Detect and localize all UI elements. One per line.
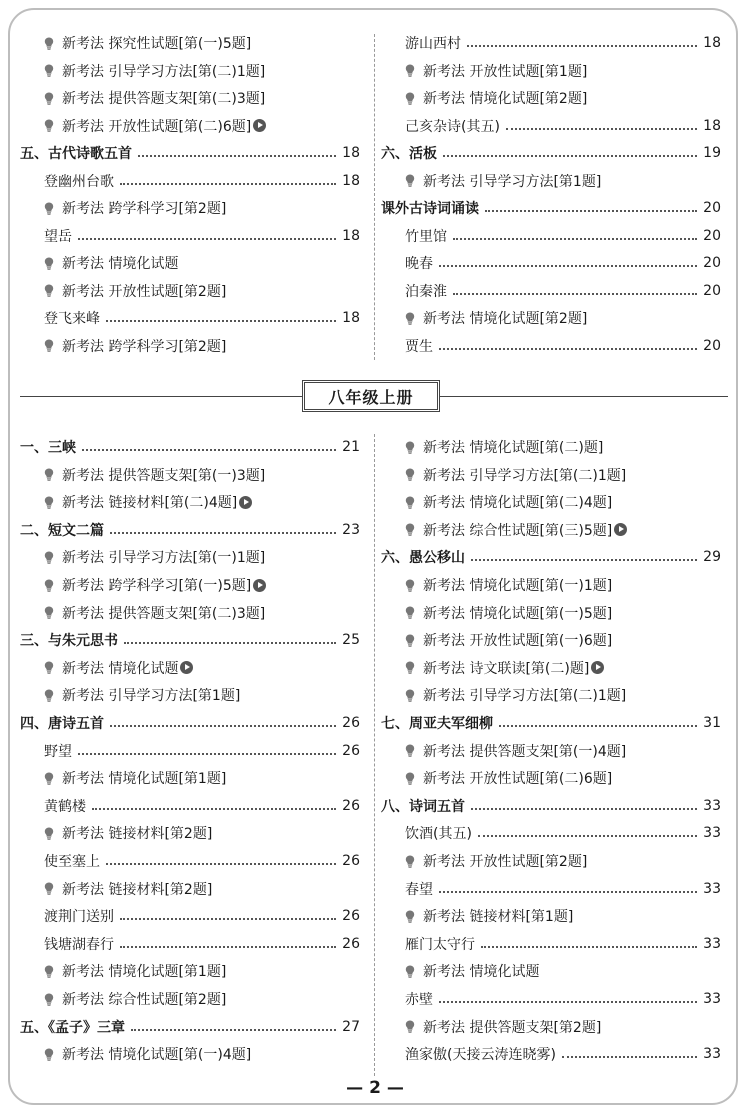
toc-entry-text: 新考法 提供答题支架[第(一)4题] xyxy=(423,743,627,760)
toc-entry-text: 黄鹤楼 xyxy=(44,798,86,815)
toc-item xyxy=(405,225,721,247)
toc-subitem xyxy=(405,519,721,541)
toc-entry-text: 新考法 跨学科学习[第(一)5题] xyxy=(62,578,252,594)
toc-subitem xyxy=(44,335,360,357)
toc-subitem xyxy=(44,822,360,844)
toc-page-number: 33 xyxy=(703,825,721,842)
dot-leader xyxy=(439,891,697,893)
toc-subitem xyxy=(405,767,721,789)
toc-entry-text: 新考法 提供答题支架[第(二)3题] xyxy=(62,605,266,622)
dot-leader xyxy=(453,238,697,240)
toc-page-number: 18 xyxy=(703,35,721,51)
toc-page-number: 26 xyxy=(342,908,360,925)
lightbulb-icon xyxy=(44,37,54,50)
toc-subitem xyxy=(405,657,721,679)
dot-leader xyxy=(106,863,336,865)
lightbulb-icon xyxy=(405,468,415,481)
lightbulb-icon xyxy=(44,119,54,132)
toc-entry-text: 望岳 xyxy=(44,228,72,245)
lightbulb-icon xyxy=(44,661,54,674)
toc-entry-text: 新考法 情境化试题[第2题] xyxy=(423,311,588,327)
toc-entry-text: 新考法 跨学科学习[第2题] xyxy=(62,338,227,355)
toc-entry-text: 新考法 情境化试题[第(二)题] xyxy=(423,440,604,456)
toc-entry-text: 新考法 引导学习方法[第(二)1题] xyxy=(423,688,627,705)
toc-section xyxy=(20,519,360,541)
toc-item xyxy=(405,988,721,1010)
toc-page-number: 21 xyxy=(342,439,360,455)
toc-entry-text: 三、与朱元思书 xyxy=(20,633,118,650)
dot-leader xyxy=(120,918,336,920)
toc-subitem xyxy=(44,960,360,982)
toc-subitem xyxy=(405,491,721,513)
dot-leader xyxy=(467,45,697,47)
toc-page-number: 18 xyxy=(342,145,360,161)
toc-entry-text: 登飞来峰 xyxy=(44,311,100,327)
toc-subitem xyxy=(405,602,721,624)
toc-item xyxy=(405,335,721,357)
toc-item xyxy=(44,307,360,329)
toc-subitem xyxy=(405,464,721,486)
toc-subitem xyxy=(405,629,721,651)
toc-entry-text: 新考法 开放性试题[第2题] xyxy=(62,283,227,300)
toc-subitem xyxy=(405,574,721,596)
toc-entry-text: 二、短文二篇 xyxy=(20,522,104,539)
toc-entry-text: 赤壁 xyxy=(405,992,433,1008)
toc-entry-text: 新考法 引导学习方法[第(二)1题] xyxy=(62,63,266,80)
lightbulb-icon xyxy=(405,441,415,454)
dot-leader xyxy=(124,642,336,644)
lightbulb-icon xyxy=(44,689,54,702)
toc-entry-text: 八、诗词五首 xyxy=(381,798,465,815)
toc-entry-text: 新考法 情境化试题[第(一)1题] xyxy=(423,578,613,594)
toc-page-number: 18 xyxy=(703,117,721,134)
dot-leader xyxy=(120,183,336,185)
toc-entry-text: 新考法 引导学习方法[第(一)1题] xyxy=(62,550,266,567)
toc-subitem xyxy=(405,60,721,82)
dot-leader xyxy=(92,808,336,810)
column-divider-top xyxy=(374,34,375,360)
dot-leader xyxy=(499,725,697,727)
toc-subitem xyxy=(44,546,360,568)
toc-subitem xyxy=(44,197,360,219)
toc-entry-text: 四、唐诗五首 xyxy=(20,716,104,732)
toc-page-number: 29 xyxy=(703,549,721,566)
play-video-icon[interactable] xyxy=(253,579,266,592)
toc-page-number: 20 xyxy=(703,227,721,244)
toc-item xyxy=(44,225,360,247)
lightbulb-icon xyxy=(44,1048,54,1061)
lightbulb-icon xyxy=(405,965,415,978)
grade-banner xyxy=(302,380,440,412)
lightbulb-icon xyxy=(405,312,415,325)
toc-page-number: 20 xyxy=(703,282,721,299)
toc-entry-text: 新考法 提供答题支架[第2题] xyxy=(423,1019,602,1036)
dot-leader xyxy=(478,835,697,837)
toc-subitem xyxy=(405,1016,721,1038)
lightbulb-icon xyxy=(44,257,54,270)
toc-subitem xyxy=(44,988,360,1010)
toc-entry-text: 登幽州台歌 xyxy=(44,173,114,190)
dot-leader xyxy=(78,238,336,240)
dot-leader xyxy=(485,210,697,212)
dot-leader xyxy=(82,449,336,451)
toc-entry-text: 一、三峡 xyxy=(20,440,76,456)
toc-subitem xyxy=(44,574,360,596)
dot-leader xyxy=(443,155,697,157)
toc-section xyxy=(20,142,360,164)
toc-item xyxy=(405,115,721,137)
toc-section xyxy=(20,629,360,651)
dot-leader xyxy=(481,946,697,948)
toc-entry-text: 新考法 引导学习方法[第(二)1题] xyxy=(423,467,627,484)
toc-page-number: 23 xyxy=(342,521,360,538)
toc-entry-text: 晚春 xyxy=(405,256,433,272)
toc-entry-text: 雁门太守行 xyxy=(405,936,475,953)
toc-section xyxy=(20,436,360,458)
toc-entry-text: 课外古诗词诵读 xyxy=(381,201,479,217)
toc-page-number: 19 xyxy=(703,145,721,161)
toc-section xyxy=(381,142,721,164)
toc-subitem xyxy=(405,87,721,109)
lightbulb-icon xyxy=(44,551,54,564)
lightbulb-icon xyxy=(405,523,415,536)
toc-page-number: 25 xyxy=(342,632,360,649)
lightbulb-icon xyxy=(405,910,415,923)
play-video-icon[interactable] xyxy=(180,661,193,674)
lightbulb-icon xyxy=(405,1020,415,1033)
toc-item xyxy=(405,822,721,844)
toc-entry-text: 渡荆门送别 xyxy=(44,909,114,926)
play-video-icon[interactable] xyxy=(239,496,252,509)
toc-entry-text: 新考法 情境化试题[第(一)4题] xyxy=(62,1047,252,1064)
toc-entry-text: 新考法 情境化试题[第(二)4题] xyxy=(423,495,613,512)
toc-entry-text: 新考法 情境化试题 xyxy=(423,964,540,981)
toc-entry-text: 新考法 情境化试题 xyxy=(62,256,179,272)
toc-item xyxy=(405,878,721,900)
play-video-icon[interactable] xyxy=(614,523,627,536)
dot-leader xyxy=(131,1029,336,1031)
toc-entry-text: 新考法 提供答题支架[第(一)3题] xyxy=(62,467,266,484)
toc-entry-text: 新考法 开放性试题[第(二)6题] xyxy=(423,771,613,788)
toc-item xyxy=(44,905,360,927)
toc-page-number: 33 xyxy=(703,935,721,952)
toc-subitem xyxy=(44,767,360,789)
lightbulb-icon xyxy=(44,468,54,481)
toc-entry-text: 贾生 xyxy=(405,338,433,355)
lightbulb-icon xyxy=(44,965,54,978)
lightbulb-icon xyxy=(405,634,415,647)
toc-subitem xyxy=(44,87,360,109)
toc-page-number: 20 xyxy=(703,255,721,271)
toc-entry-text: 七、周亚夫军细柳 xyxy=(381,716,493,732)
toc-entry-text: 渔家傲(天接云涛连晓雾) xyxy=(405,1047,556,1064)
toc-entry-text: 新考法 情境化试题[第1题] xyxy=(62,771,227,788)
toc-entry-text: 钱塘湖春行 xyxy=(44,936,114,953)
lightbulb-icon xyxy=(405,661,415,674)
toc-subitem xyxy=(405,436,721,458)
toc-page-number: 20 xyxy=(703,337,721,354)
lightbulb-icon xyxy=(405,64,415,77)
dot-leader xyxy=(439,265,697,267)
lightbulb-icon xyxy=(405,579,415,592)
toc-entry-text: 新考法 综合性试题[第2题] xyxy=(62,992,227,1008)
toc-section xyxy=(20,712,360,734)
toc-section xyxy=(381,712,721,734)
toc-entry-text: 饮酒(其五) xyxy=(405,826,472,843)
lightbulb-icon xyxy=(44,579,54,592)
dot-leader xyxy=(78,753,336,755)
toc-subitem xyxy=(405,850,721,872)
toc-section xyxy=(381,546,721,568)
lightbulb-icon xyxy=(44,827,54,840)
toc-page-number: 18 xyxy=(342,310,360,326)
toc-entry-text: 竹里馆 xyxy=(405,228,447,245)
toc-page-number: 26 xyxy=(342,742,360,759)
toc-entry-text: 新考法 诗文联读[第(二)题] xyxy=(423,660,590,677)
toc-entry-text: 新考法 综合性试题[第(三)5题] xyxy=(423,522,613,539)
lightbulb-icon xyxy=(44,772,54,785)
lightbulb-icon xyxy=(44,284,54,297)
toc-entry-text: 六、愚公移山 xyxy=(381,550,465,567)
lightbulb-icon xyxy=(405,606,415,619)
lightbulb-icon xyxy=(44,606,54,619)
dot-leader xyxy=(120,946,336,948)
dot-leader xyxy=(471,559,697,561)
toc-entry-text: 新考法 开放性试题[第(二)6题] xyxy=(62,118,252,135)
toc-entry-text: 新考法 开放性试题[第2题] xyxy=(423,854,588,870)
toc-page-number: 18 xyxy=(342,227,360,244)
lightbulb-icon xyxy=(44,993,54,1006)
dot-leader xyxy=(439,348,697,350)
play-video-icon[interactable] xyxy=(253,119,266,132)
dot-leader xyxy=(138,155,336,157)
toc-subitem xyxy=(44,684,360,706)
toc-subitem xyxy=(405,170,721,192)
dot-leader xyxy=(106,320,336,322)
dot-leader xyxy=(110,725,336,727)
lightbulb-icon xyxy=(44,882,54,895)
toc-page-number: 31 xyxy=(703,715,721,731)
lightbulb-icon xyxy=(405,855,415,868)
toc-entry-text: 六、活板 xyxy=(381,146,437,162)
toc-entry-text: 泊秦淮 xyxy=(405,283,447,300)
toc-subitem xyxy=(44,60,360,82)
lightbulb-icon xyxy=(44,339,54,352)
toc-section xyxy=(381,795,721,817)
toc-entry-text: 新考法 跨学科学习[第2题] xyxy=(62,201,227,217)
toc-subitem xyxy=(405,684,721,706)
lightbulb-icon xyxy=(44,202,54,215)
toc-entry-text: 游山西村 xyxy=(405,36,461,52)
toc-item xyxy=(44,170,360,192)
toc-entry-text: 新考法 引导学习方法[第1题] xyxy=(423,173,602,190)
lightbulb-icon xyxy=(405,744,415,757)
toc-page-number: 26 xyxy=(342,853,360,869)
banner-rule-left xyxy=(20,396,302,397)
page-number: — 2 — xyxy=(346,1078,404,1098)
lightbulb-icon xyxy=(44,64,54,77)
toc-subitem xyxy=(405,740,721,762)
toc-subitem xyxy=(44,602,360,624)
toc-subitem xyxy=(405,307,721,329)
toc-page-number: 26 xyxy=(342,797,360,814)
toc-subitem xyxy=(44,464,360,486)
toc-entry-text: 春望 xyxy=(405,881,433,898)
toc-entry-text: 五、古代诗歌五首 xyxy=(20,146,132,162)
toc-entry-text: 新考法 引导学习方法[第1题] xyxy=(62,688,241,705)
lightbulb-icon xyxy=(44,496,54,509)
toc-item xyxy=(405,933,721,955)
toc-entry-text: 新考法 提供答题支架[第(二)3题] xyxy=(62,91,266,107)
toc-subitem xyxy=(44,491,360,513)
toc-page-number: 26 xyxy=(342,935,360,952)
toc-subitem xyxy=(44,115,360,137)
toc-subitem xyxy=(405,905,721,927)
toc-page-number: 27 xyxy=(342,1018,360,1035)
toc-entry-text: 新考法 链接材料[第1题] xyxy=(423,909,574,926)
toc-subitem xyxy=(44,878,360,900)
toc-page-number: 33 xyxy=(703,1046,721,1063)
toc-item xyxy=(44,795,360,817)
banner-rule-right xyxy=(440,396,728,397)
toc-entry-text: 新考法 链接材料[第2题] xyxy=(62,881,213,898)
toc-subitem xyxy=(44,657,360,679)
toc-item xyxy=(44,933,360,955)
dot-leader xyxy=(471,808,697,810)
toc-entry-text: 新考法 情境化试题[第2题] xyxy=(423,91,588,107)
toc-entry-text: 新考法 开放性试题[第(一)6题] xyxy=(423,633,613,650)
toc-entry-text: 五、《孟子》三章 xyxy=(20,1019,125,1036)
toc-item xyxy=(44,740,360,762)
lightbulb-icon xyxy=(405,92,415,105)
toc-page-number: 26 xyxy=(342,715,360,731)
dot-leader xyxy=(506,128,697,130)
toc-subitem xyxy=(44,1043,360,1065)
dot-leader xyxy=(562,1056,697,1058)
lightbulb-icon xyxy=(405,496,415,509)
toc-page-number: 33 xyxy=(703,880,721,897)
toc-page-number: 18 xyxy=(342,172,360,189)
toc-entry-text: 新考法 情境化试题[第1题] xyxy=(62,964,227,981)
toc-entry-text: 新考法 开放性试题[第1题] xyxy=(423,63,588,80)
toc-entry-text: 新考法 链接材料[第2题] xyxy=(62,826,213,843)
toc-subitem xyxy=(44,280,360,302)
column-divider-bottom xyxy=(374,434,375,1076)
toc-subitem xyxy=(44,32,360,54)
toc-entry-text: 使至塞上 xyxy=(44,854,100,870)
dot-leader xyxy=(439,1001,697,1003)
lightbulb-icon xyxy=(405,174,415,187)
toc-item xyxy=(405,1043,721,1065)
dot-leader xyxy=(453,293,697,295)
toc-entry-text: 新考法 情境化试题[第(一)5题] xyxy=(423,605,613,622)
toc-subitem xyxy=(44,252,360,274)
toc-page-number: 33 xyxy=(703,797,721,814)
toc-item xyxy=(405,32,721,54)
play-video-icon[interactable] xyxy=(591,661,604,674)
toc-entry-text: 新考法 探究性试题[第(一)5题] xyxy=(62,36,252,52)
dot-leader xyxy=(110,532,336,534)
toc-section xyxy=(381,197,721,219)
toc-subitem xyxy=(405,960,721,982)
lightbulb-icon xyxy=(405,772,415,785)
toc-section xyxy=(20,1016,360,1038)
lightbulb-icon xyxy=(405,689,415,702)
toc-page-number: 20 xyxy=(703,200,721,216)
toc-item xyxy=(405,280,721,302)
toc-item xyxy=(44,850,360,872)
toc-entry-text: 新考法 情境化试题 xyxy=(62,660,179,677)
toc-page-number: 33 xyxy=(703,991,721,1007)
grade-banner-title: 八年级上册 xyxy=(328,387,414,407)
toc-entry-text: 野望 xyxy=(44,743,72,760)
lightbulb-icon xyxy=(44,92,54,105)
toc-entry-text: 己亥杂诗(其五) xyxy=(405,118,500,135)
toc-item xyxy=(405,252,721,274)
toc-entry-text: 新考法 链接材料[第(二)4题] xyxy=(62,495,238,512)
